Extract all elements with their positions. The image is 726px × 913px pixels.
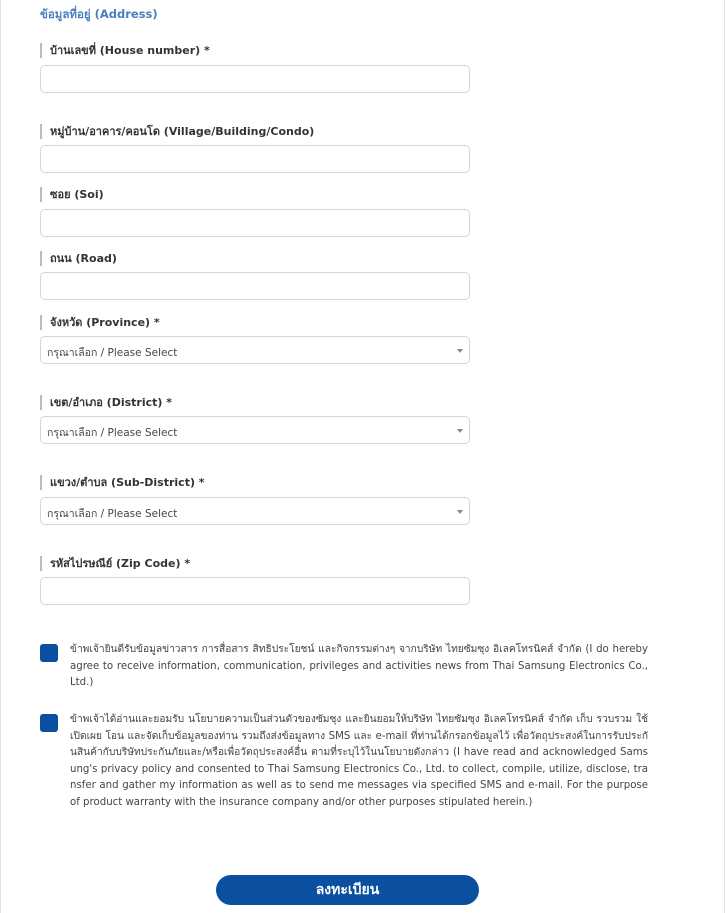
road-input[interactable] bbox=[40, 272, 470, 300]
district-selected-value: กรุณาเลือก / Please Select bbox=[47, 427, 178, 439]
province-label: จังหวัด (Province) * bbox=[40, 315, 160, 330]
house-number-input[interactable] bbox=[40, 65, 470, 93]
subdistrict-selected-value: กรุณาเลือก / Please Select bbox=[47, 508, 178, 520]
frame-right-border bbox=[724, 0, 725, 913]
soi-label: ซอย (Soi) bbox=[40, 187, 104, 202]
province-selected-value: กรุณาเลือก / Please Select bbox=[47, 347, 178, 359]
frame-left-border bbox=[0, 0, 1, 913]
district-label: เขต/อำเภอ (District) * bbox=[40, 395, 172, 410]
chevron-down-icon bbox=[457, 429, 463, 433]
privacy-consent-checkbox[interactable] bbox=[40, 714, 58, 732]
marketing-consent-checkbox[interactable] bbox=[40, 644, 58, 662]
province-select[interactable] bbox=[40, 336, 470, 364]
subdistrict-label: แขวง/ตำบล (Sub-District) * bbox=[40, 475, 205, 490]
village-input[interactable] bbox=[40, 145, 470, 173]
soi-input[interactable] bbox=[40, 209, 470, 237]
section-title: ข้อมูลที่อยู่ (Address) bbox=[40, 7, 158, 21]
register-button[interactable]: ลงทะเบียน bbox=[216, 875, 479, 905]
district-select[interactable] bbox=[40, 416, 470, 444]
road-label: ถนน (Road) bbox=[40, 251, 117, 266]
chevron-down-icon bbox=[457, 510, 463, 514]
marketing-consent-text: ข้าพเจ้ายินดีรับข้อมูลข่าวสาร การสื่อสาร สิทธิประโยชน์ และกิจกรรมต่างๆ จากบริษัท ไทยซัมซุง อิเลคโทรนิคส์ จำกัด (I do hereby agree to receive information, communication, privileges and activities news from Thai Samsung Electronics Co., Ltd.) bbox=[70, 644, 648, 689]
subdistrict-select[interactable] bbox=[40, 497, 470, 525]
zipcode-input[interactable] bbox=[40, 577, 470, 605]
house-number-label: บ้านเลขที่ (House number) * bbox=[40, 43, 210, 58]
chevron-down-icon bbox=[457, 349, 463, 353]
zipcode-label: รหัสไปรษณีย์ (Zip Code) * bbox=[40, 556, 190, 571]
village-label: หมู่บ้าน/อาคาร/คอนโด (Village/Building/Condo) bbox=[40, 124, 314, 139]
privacy-consent-text: ข้าพเจ้าได้อ่านและยอมรับ นโยบายความเป็นส่วนตัวของซัมซุง และยินยอมให้บริษัท ไทยซัมซุง อิเลคโทรนิคส์ จำกัด เก็บ รวบรวม ใช้ เปิดเผย โอน และจัดเก็บข้อมูลของท่าน รวมถึงส่งข้อมูลทาง SMS และ e-mail ที่ท่านได้กรอกข้อมูลไว้ เพื่อวัตถุประสงค์ในการรับประกันสินค้ากับบริษัทประกันภัยและ/หรือเพื่อวัตถุประสงค์อื่น ตามที่ระบุไว้ในนโยบายดังกล่าว (I have read and acknowledged Samsung's privacy policy and consented to Thai Samsung Electronics Co., Ltd. to collect, compile, utilize, disclose, transfer and gather my information as well as to send me messages via specified SMS and e-mail. For the purpose of product warranty with the insurance company and/or other purposes stipulated herein.) bbox=[70, 714, 648, 808]
